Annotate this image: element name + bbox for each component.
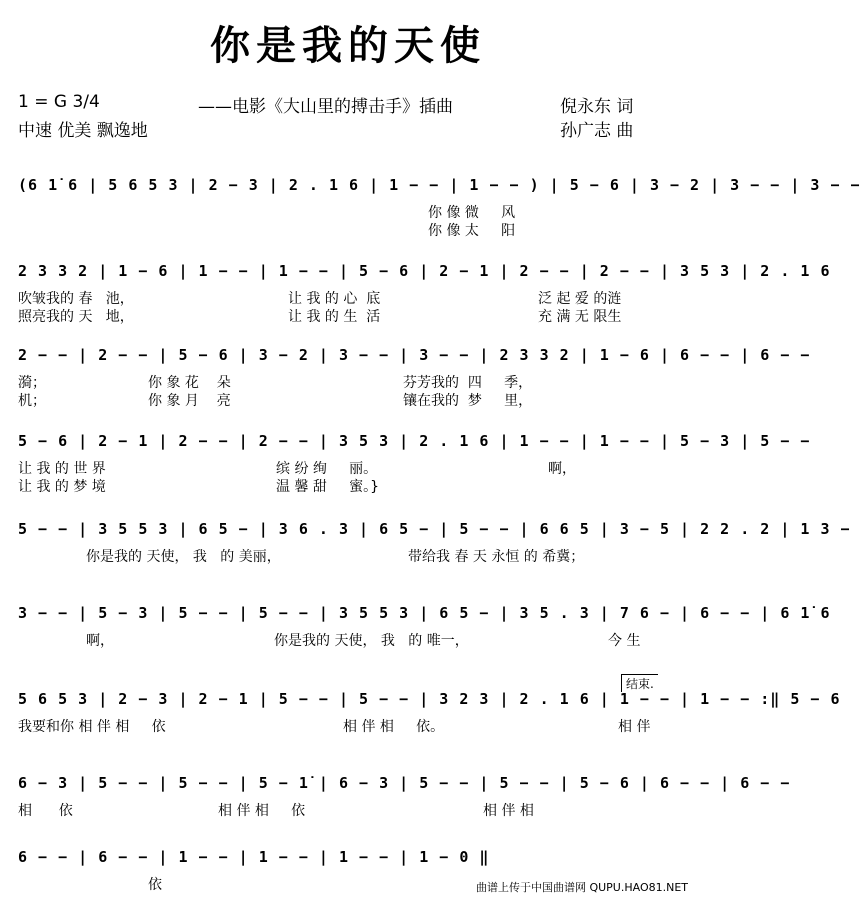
lyric-text: 让 我 的 心 底 (288, 291, 381, 307)
end-label: 结束. (621, 674, 658, 692)
key-signature: 1 = G 3/4 (18, 92, 100, 112)
footer-watermark: 曲谱上传于中国曲谱网 QUPU.HAO81.NET (475, 881, 688, 894)
notation-row: 2 − − | 2 − − | 5 − 6 | 3 − 2 | 3 − − | 3 − − | 2 3 3 2 | 1 − 6 | 6 − − | 6 − − (18, 346, 811, 364)
notation-row: 5 6 5 3 | 2 − 3 | 2 − 1 | 5 − − | 5 − − | 3 2 3 | 2 . 1 6 | 1 − − | 1 − − :‖ 5 − 6 (18, 690, 841, 708)
lyric-text: 充 满 无 限生 (538, 309, 622, 325)
notation-row: 5 − − | 3 5 5 3 | 6 5 − | 3 6 . 3 | 6 5 − | 5 − − | 6 6 5 | 3 − 5 | 2 2 . 2 | 1 3 − (18, 520, 851, 538)
lyric-text: 你 象 花 朵 (148, 375, 231, 391)
notation-row: 6 − − | 6 − − | 1 − − | 1 − − | 1 − − | 1 − 0 ‖ (18, 848, 490, 866)
lyric-text: 你是我的 天使， 我 的 唯一， (274, 633, 469, 649)
lyric-text: 我要和你 相 伴 相 依 (18, 719, 166, 735)
lyric-text: 你 像 微 风 (428, 205, 516, 221)
lyric-text: 啊， (548, 461, 576, 477)
lyric-text: 让 我 的 世 界 (18, 461, 106, 477)
lyric-text: 带给我 春 天 永恒 的 希冀； (408, 549, 585, 565)
lyric-text: 相 伴 相 依 (218, 803, 306, 819)
lyric-text: 缤 纷 绚 丽。 (276, 461, 378, 477)
lyric-text: 让 我 的 生 活 (288, 309, 381, 325)
lyric-text: 芬芳我的 四 季， (403, 375, 533, 391)
lyric-text: 你 像 太 阳 (428, 223, 516, 239)
lyric-text: 你是我的 天使， 我 的 美丽， (86, 549, 281, 565)
lyric-text: 啊， (86, 633, 114, 649)
lyric-text: 相 依 (18, 803, 73, 819)
song-source: ——电影《大山里的搏击手》插曲 (198, 97, 453, 117)
lyric-text: 漪； (18, 375, 46, 391)
lyric-text: 机； (18, 393, 46, 409)
lyric-text: 你 象 月 亮 (148, 393, 231, 409)
song-title: 你是我的天使 (210, 22, 486, 69)
notation-row: 2 3 3 2 | 1 − 6 | 1 − − | 1 − − | 5 − 6 | 2 − 1 | 2 − − | 2 − − | 3 5 3 | 2 . 1 6 (18, 262, 831, 280)
notation-row: 3 − − | 5 − 3 | 5 − − | 5 − − | 3 5 5 3 | 6 5 − | 3 5 . 3 | 7 6 − | 6 − − | 6 1̇ 6 (18, 604, 831, 622)
lyric-text: 让 我 的 梦 境 (18, 479, 106, 495)
lyric-text: 相 伴 相 (483, 803, 534, 819)
tempo-marking: 中速 优美 飘逸地 (18, 121, 148, 141)
lyric-text: 镶在我的 梦 里， (403, 393, 533, 409)
lyricist: 倪永东 词 (560, 97, 634, 117)
lyric-text: 吹皱我的 春 池， (18, 291, 134, 307)
notation-row: 6 − 3 | 5 − − | 5 − − | 5 − 1̇ | 6 − 3 | 5 − − | 5 − − | 5 − 6 | 6 − − | 6 − − (18, 774, 791, 792)
lyric-text: 依 (148, 877, 162, 893)
lyric-text: 相 伴 相 依。 (343, 719, 445, 735)
lyric-text: 温 馨 甜 蜜。} (276, 479, 380, 495)
lyric-text: 相 伴 (618, 719, 651, 735)
lyric-text: 照亮我的 天 地， (18, 309, 134, 325)
lyric-text: 今 生 (608, 633, 641, 649)
notation-row: (6 1̇ 6 | 5 6 5 3 | 2 − 3 | 2 . 1 6 | 1 − − | 1 − − ) | 5 − 6 | 3 − 2 | 3 − − | 3 − − (18, 176, 861, 194)
notation-row: 5 − 6 | 2 − 1 | 2 − − | 2 − − | 3 5 3 | 2 . 1 6 | 1 − − | 1 − − | 5 − 3 | 5 − − (18, 432, 811, 450)
lyric-text: 泛 起 爱 的涟 (538, 291, 622, 307)
composer: 孙广志 曲 (560, 121, 634, 141)
